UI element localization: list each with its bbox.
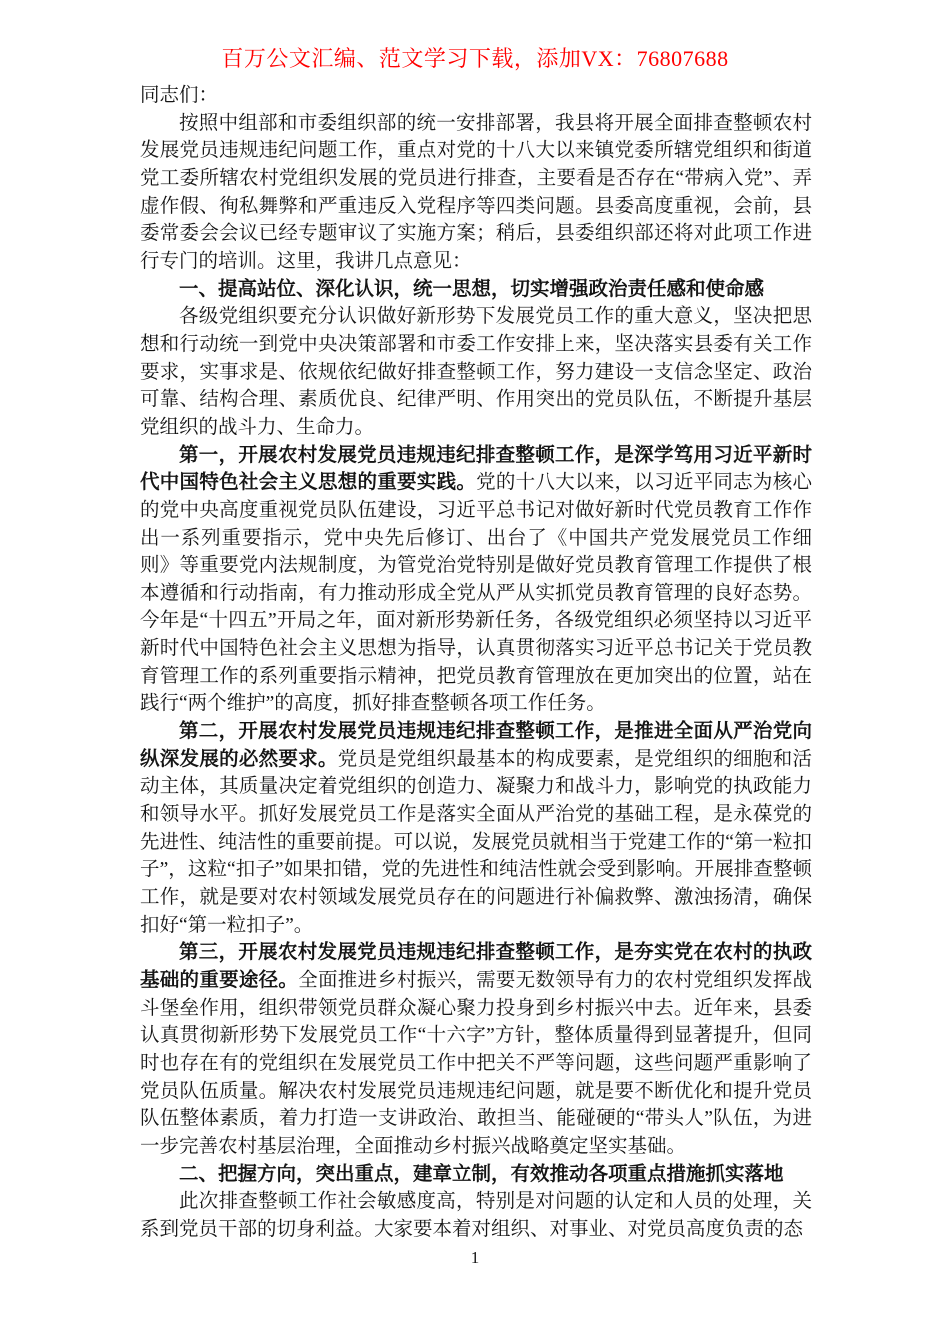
page-number: 1 [470, 1248, 480, 1267]
salutation [140, 82, 812, 110]
text-run: 同志们： [140, 85, 219, 106]
intro-paragraph [140, 110, 812, 276]
section-heading-2 [140, 1161, 812, 1189]
text-run: 此次排查整顿工作社会敏感度高，特别是对问题的认定和人员的处理，关系到党员干部的切身利益。大家要本着对组织、对事业、对党员高度负责的态 [140, 1191, 812, 1240]
bold-text-run: 第一，开展农村发展党员违规违纪排查整顿工作，是深学笃用习近平新时代中国特色社会主义思想的重要实践。 [140, 444, 812, 494]
point-3-paragraph [140, 939, 812, 1160]
text-run: 全面推进乡村振兴，需要无数领导有力的农村党组织发挥战斗堡垒作用，组织带领党员群众凝心聚力投身到乡村振兴中去。近年来，县委认真贯彻新形势下发展党员工作“十六字”方针，整体质量得到显著提升，但同时也存在有的党组织在发展党员工作中把关不严等问题，这些问题严重影响了党员队伍质量。解决农村发展党员违规违纪问题，就是要不断优化和提升党员队伍整体素质，着力打造一支讲政治、敢担当、能碰硬的“带头人”队伍，为进一步完善农村基层治理，全面推动乡村振兴战略奠定坚实基础。 [140, 970, 812, 1157]
text-run: 党员是党组织最基本的构成要素，是党组织的细胞和活动主体，其质量决定着党组织的创造力、凝聚力和战斗力，影响党的执政能力和领导水平。抓好发展党员工作是落实全面从严治党的基础工程，是永葆党的先进性、纯洁性的重要前提。可以说，发展党员就相当于党建工作的“第一粒扣子”，这粒“扣子”如果扣错，党的先进性和纯洁性就会受到影响。开展排查整顿工作，就是要对农村领域发展党员存在的问题进行补偏救弊、激浊扬清，确保扣好“第一粒扣子”。 [140, 748, 812, 936]
point-2-paragraph [140, 718, 812, 939]
document-body [140, 82, 812, 1244]
bold-text-run: 第三，开展农村发展党员违规违纪排查整顿工作，是夯实党在农村的执政基础的重要途径。 [140, 942, 812, 991]
promo-header-text: 百万公文汇编、范文学习下载，添加VX：76807688 [221, 46, 729, 71]
section-2-paragraph [140, 1188, 812, 1243]
section-heading-1 [140, 276, 812, 304]
point-1-paragraph [140, 442, 812, 719]
bold-text-run: 第二，开展农村发展党员违规违纪排查整顿工作，是推进全面从严治党向纵深发展的必然要求。 [140, 721, 812, 770]
text-run: 各级党组织要充分认识做好新形势下发展党员工作的重大意义，坚决把思想和行动统一到党中央决策部署和市委工作安排上来，坚决落实县委有关工作要求，实事求是、依规依纪做好排查整顿工作，努力建设一支信念坚定、政治可靠、结构合理、素质优良、纪律严明、作用突出的党员队伍，不断提升基层党组织的战斗力、生命力。 [140, 306, 812, 438]
text-run: 按照中组部和市委组织部的统一安排部署，我县将开展全面排查整顿农村发展党员违规违纪问题工作，重点对党的十八大以来镇党委所辖党组织和街道党工委所辖农村党组织发展的党员进行排查，主要看是否存在“带病入党”、弄虚作假、徇私舞弊和严重违反入党程序等四类问题。县委高度重视，会前，县委常委会会议已经专题审议了实施方案；稍后，县委组织部还将对此项工作进行专门的培训。这里，我讲几点意见： [140, 112, 812, 272]
section-1-paragraph [140, 303, 812, 441]
text-run: 党的十八大以来，以习近平同志为核心的党中央高度重视党员队伍建设，习近平总书记对做好新时代党员教育工作作出一系列重要指示，党中央先后修订、出台了《中国共产党发展党员工作细则》等重要党内法规制度，为管党治党特别是做好党员教育管理工作提供了根本遵循和行动指南，有力推动形成全党从严从实抓党员教育管理的良好态势。今年是“十四五”开局之年，面对新形势新任务，各级党组织必须坚持以习近平新时代中国特色社会主义思想为指导，认真贯彻落实习近平总书记关于党员教育管理工作的系列重要指示精神，把党员教育管理放在更加突出的位置，站在践行“两个维护”的高度，抓好排查整顿各项工作任务。 [140, 472, 812, 715]
bold-text-run: 一、提高站位、深化认识，统一思想，切实增强政治责任感和使命感 [179, 278, 765, 300]
bold-text-run: 二、把握方向，突出重点，建章立制，有效推动各项重点措施抓实落地 [179, 1163, 784, 1185]
